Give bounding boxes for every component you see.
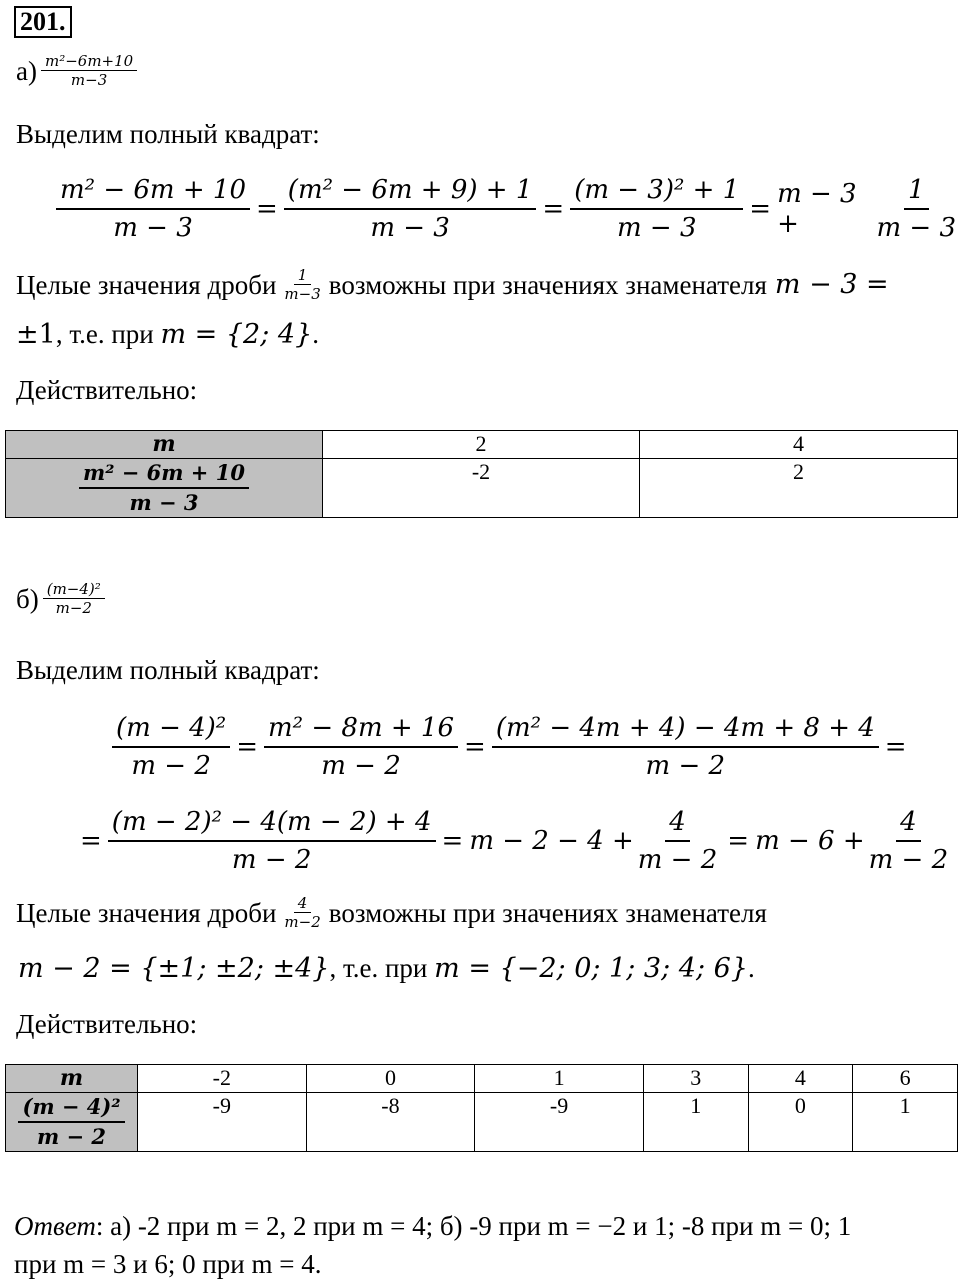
table-a-fraction-header: $\frac{\text{m² − 6m + 10}}{m - 3}$ <box>6 459 323 518</box>
part-b-integer-line-2: m − 2 = {±1; ±2; ±4}, т.е. при m = {−2; 0; 1; 3; 4; 6}. <box>18 953 755 984</box>
eq-a-fraction-4: $\frac{1}{m - 3}$ <box>872 172 960 246</box>
eq-a-fraction-1: $\frac{\text{m² − 6m + 10}}{m - 3}$ <box>56 172 250 246</box>
part-a-check-text: Действительно: <box>16 375 198 405</box>
part-b-integer-fraction: $\frac{4}{m-2}$ <box>284 894 321 931</box>
part-b-check-text: Действительно: <box>16 1009 198 1039</box>
answer-line-2: при m = 3 и 6; 0 при m = 4. <box>14 1249 322 1279</box>
part-a-integer-line-2: ±1, т.е. при m = {2; 4}. <box>16 319 320 350</box>
part-b-integer-line-1: Целые значения дроби $\frac{4}{m-2}$ возможны при значениях знаменателя <box>16 894 767 931</box>
eq-b2-middle-2: m − 6 + <box>755 826 865 856</box>
part-a-title-fraction: $\frac{\text{m²−6m+10}}{m-3}$ <box>41 52 137 89</box>
eq-b1-fraction-3: $\frac{\text{(m² − 4m + 4) − 4m + 8 + 4}}{m - 2}$ <box>492 710 879 784</box>
table-cell: 0 <box>748 1093 853 1152</box>
table-cell: -9 <box>475 1093 644 1152</box>
table-row <box>6 1093 958 1152</box>
table-cell: 1 <box>643 1093 748 1152</box>
problem-number: 201. <box>14 6 72 38</box>
eq-b2-fraction-3: $\frac{4}{m - 2}$ <box>865 804 953 878</box>
part-b-label: б) <box>16 583 39 614</box>
table-cell: -2 <box>323 459 640 518</box>
table-b-fraction-header: $\frac{\text{(m − 4)²}}{m - 2}$ <box>6 1093 138 1152</box>
table-cell: 4 <box>748 1065 853 1093</box>
part-a-step-text: Выделим полный квадрат: <box>16 119 320 149</box>
table-a-m-header: m <box>6 431 323 459</box>
eq-b1-fraction-1: $\frac{\text{(m − 4)²}}{m - 2}$ <box>112 710 230 784</box>
table-row <box>6 1065 958 1093</box>
part-b-table <box>5 1064 958 1152</box>
table-cell: 3 <box>643 1065 748 1093</box>
eq-b2-middle-1: m − 2 − 4 + <box>469 826 634 856</box>
part-b-equation-2: = $\frac{\text{(m − 2)² − 4(m − 2) + 4}}{m - 2}$ = m − 2 − 4 + $\frac{4}{m - 2}$ = m − 6 + $\frac{4}{m - 2}$ <box>74 804 952 878</box>
part-a-table <box>5 430 958 518</box>
table-cell: 0 <box>306 1065 475 1093</box>
part-b-title-fraction: $\frac{\text{(m−4)²}}{m-2}$ <box>43 580 105 617</box>
eq-b2-fraction-2: $\frac{4}{m - 2}$ <box>634 804 722 878</box>
table-cell: 2 <box>323 431 640 459</box>
part-b-step-text: Выделим полный квадрат: <box>16 655 320 685</box>
table-b-m-header: m <box>6 1065 138 1093</box>
part-a-label: а) <box>16 55 37 86</box>
table-cell: 4 <box>640 431 958 459</box>
table-cell: 1 <box>853 1093 958 1152</box>
eq-b1-fraction-2: $\frac{\text{m² − 8m + 16}}{m - 2}$ <box>264 710 458 784</box>
eq-a-fraction-2: $\frac{\text{(m² − 6m + 9) + 1}}{m - 3}$ <box>284 172 537 246</box>
eq-a-middle: m − 3 + <box>777 179 857 239</box>
table-row <box>6 431 958 459</box>
part-a-equation: $\frac{\text{m² − 6m + 10}}{m - 3}$ = $\frac{\text{(m² − 6m + 9) + 1}}{m - 3}$ = $\frac{\text{(m − 3)² + 1}}{m - 3}$ = m − 3 + $\frac{1}{m - 3}$ <box>56 172 960 246</box>
table-cell: 2 <box>640 459 958 518</box>
answer-line-1: Ответ: а) -2 при m = 2, 2 при m = 4; б) -9 при m = −2 и 1; -8 при m = 0; 1 <box>14 1211 852 1241</box>
table-cell: -8 <box>306 1093 475 1152</box>
eq-b2-fraction-1: $\frac{\text{(m − 2)² − 4(m − 2) + 4}}{m - 2}$ <box>108 804 436 878</box>
answer-label: Ответ <box>14 1211 96 1241</box>
part-b-equation-1: $\frac{\text{(m − 4)²}}{m - 2}$ = $\frac{\text{m² − 8m + 16}}{m - 2}$ = $\frac{\text{(m² − 4m + 4) − 4m + 8 + 4}}{m - 2}$ = <box>112 710 913 784</box>
table-cell: -2 <box>138 1065 307 1093</box>
table-cell: -9 <box>138 1093 307 1152</box>
part-a-integer-line-1: Целые значения дроби $\frac{1}{m-3}$ возможны при значениях знаменателя m − 3 = <box>16 266 889 303</box>
part-a-heading <box>16 52 137 89</box>
part-a-integer-fraction: $\frac{1}{m-3}$ <box>284 266 321 303</box>
table-row <box>6 459 958 518</box>
eq-a-fraction-3: $\frac{\text{(m − 3)² + 1}}{m - 3}$ <box>570 172 743 246</box>
part-b-heading <box>16 580 105 617</box>
table-cell: 1 <box>475 1065 644 1093</box>
table-cell: 6 <box>853 1065 958 1093</box>
